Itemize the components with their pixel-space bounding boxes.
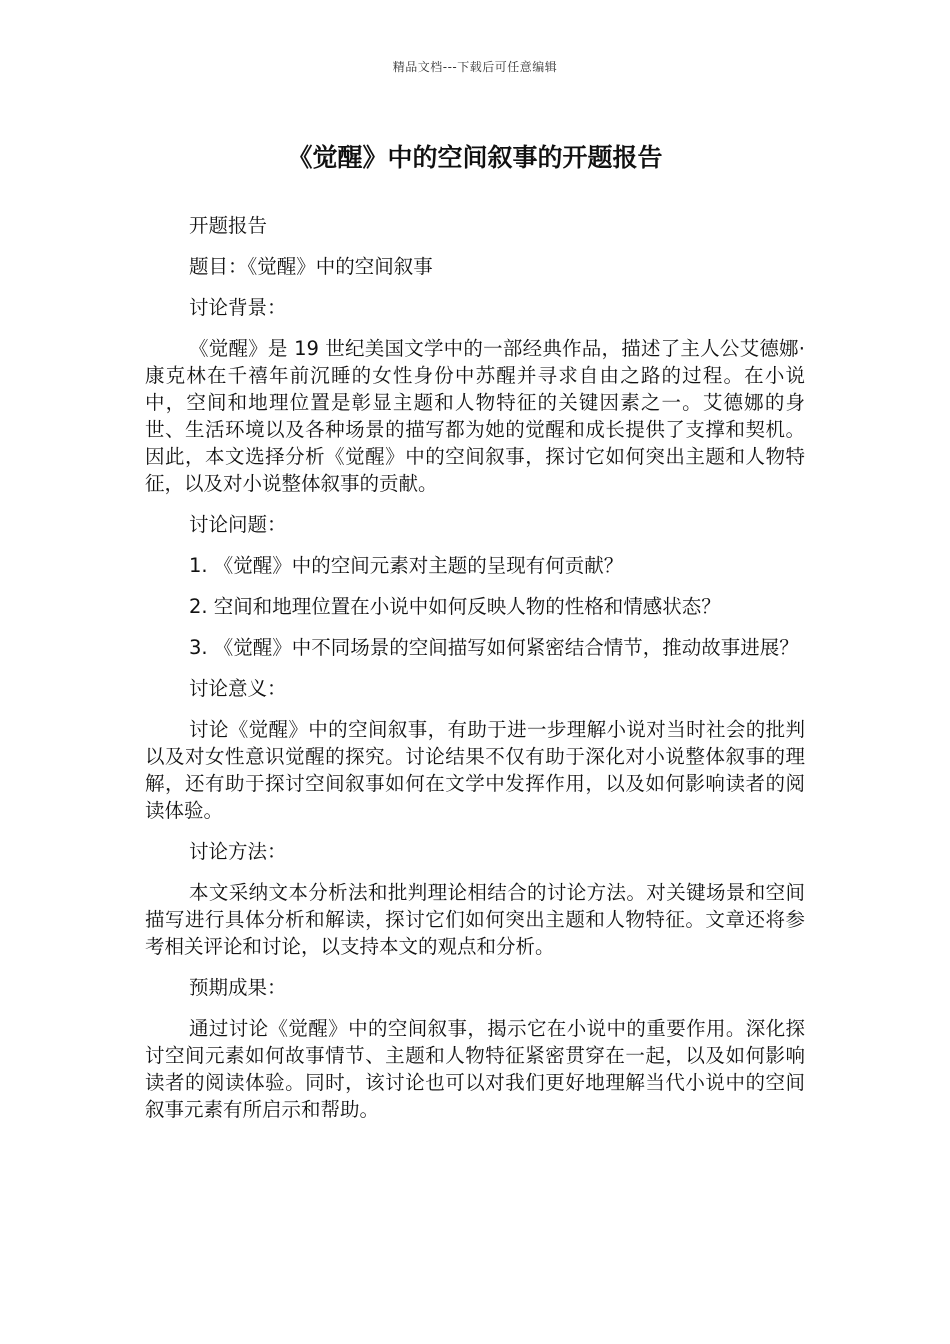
outcome-label: 预期成果： (189, 976, 287, 999)
report-label: 开题报告 (189, 214, 268, 237)
method-paragraph: 本文采纳文本分析法和批判理论相结合的讨论方法。对关键场景和空间描写进行具体分析和解读，探讨它们如何突出主题和人物特征。文章还将参考相关评论和讨论，以支持本文的观点和分析。 (145, 881, 805, 958)
outcome-paragraph: 通过讨论《觉醒》中的空间叙事，揭示它在小说中的重要作用。深化探讨空间元素如何故事情节、主题和人物特征紧密贯穿在一起，以及如何影响读者的阅读体验。同时，该讨论也可以对我们更好地理解当代小说中的空间叙事元素有所启示和帮助。 (145, 1017, 805, 1121)
document-title: 《觉醒》中的空间叙事的开题报告 (287, 143, 663, 172)
document-body (145, 212, 805, 1137)
question-item: 3. 《觉醒》中不同场景的空间描写如何紧密结合情节，推动故事进展？ (189, 636, 799, 659)
question-item: 2. 空间和地理位置在小说中如何反映人物的性格和情感状态？ (189, 595, 721, 618)
background-paragraph: 《觉醒》是 19 世纪美国文学中的一部经典作品，描述了主人公艾德娜·康克林在千禧年前沉睡的女性身份中苏醒并寻求自由之路的过程。在小说中，空间和地理位置是彰显主题和人物特征的关键因素之一。艾德娜的身世、生活环境以及各种场景的描写都为她的觉醒和成长提供了支撑和契机。因此，本文选择分析《觉醒》中的空间叙事，探讨它如何突出主题和人物特征，以及对小说整体叙事的贡献。 (145, 337, 805, 495)
questions-label: 讨论问题： (189, 513, 287, 536)
header-note: 精品文档---下载后可任意编辑 (392, 60, 558, 74)
significance-paragraph: 讨论《觉醒》中的空间叙事，有助于进一步理解小说对当时社会的批判以及对女性意识觉醒的探究。讨论结果不仅有助于深化对小说整体叙事的理解，还有助于探讨空间叙事如何在文学中发挥作用，以及如何影响读者的阅读体验。 (145, 718, 805, 822)
significance-label: 讨论意义： (189, 677, 287, 700)
topic-line: 题目：《觉醒》中的空间叙事 (189, 255, 433, 278)
question-item: 1. 《觉醒》中的空间元素对主题的呈现有何贡献？ (189, 554, 624, 577)
background-label: 讨论背景： (189, 296, 287, 319)
method-label: 讨论方法： (189, 840, 287, 863)
